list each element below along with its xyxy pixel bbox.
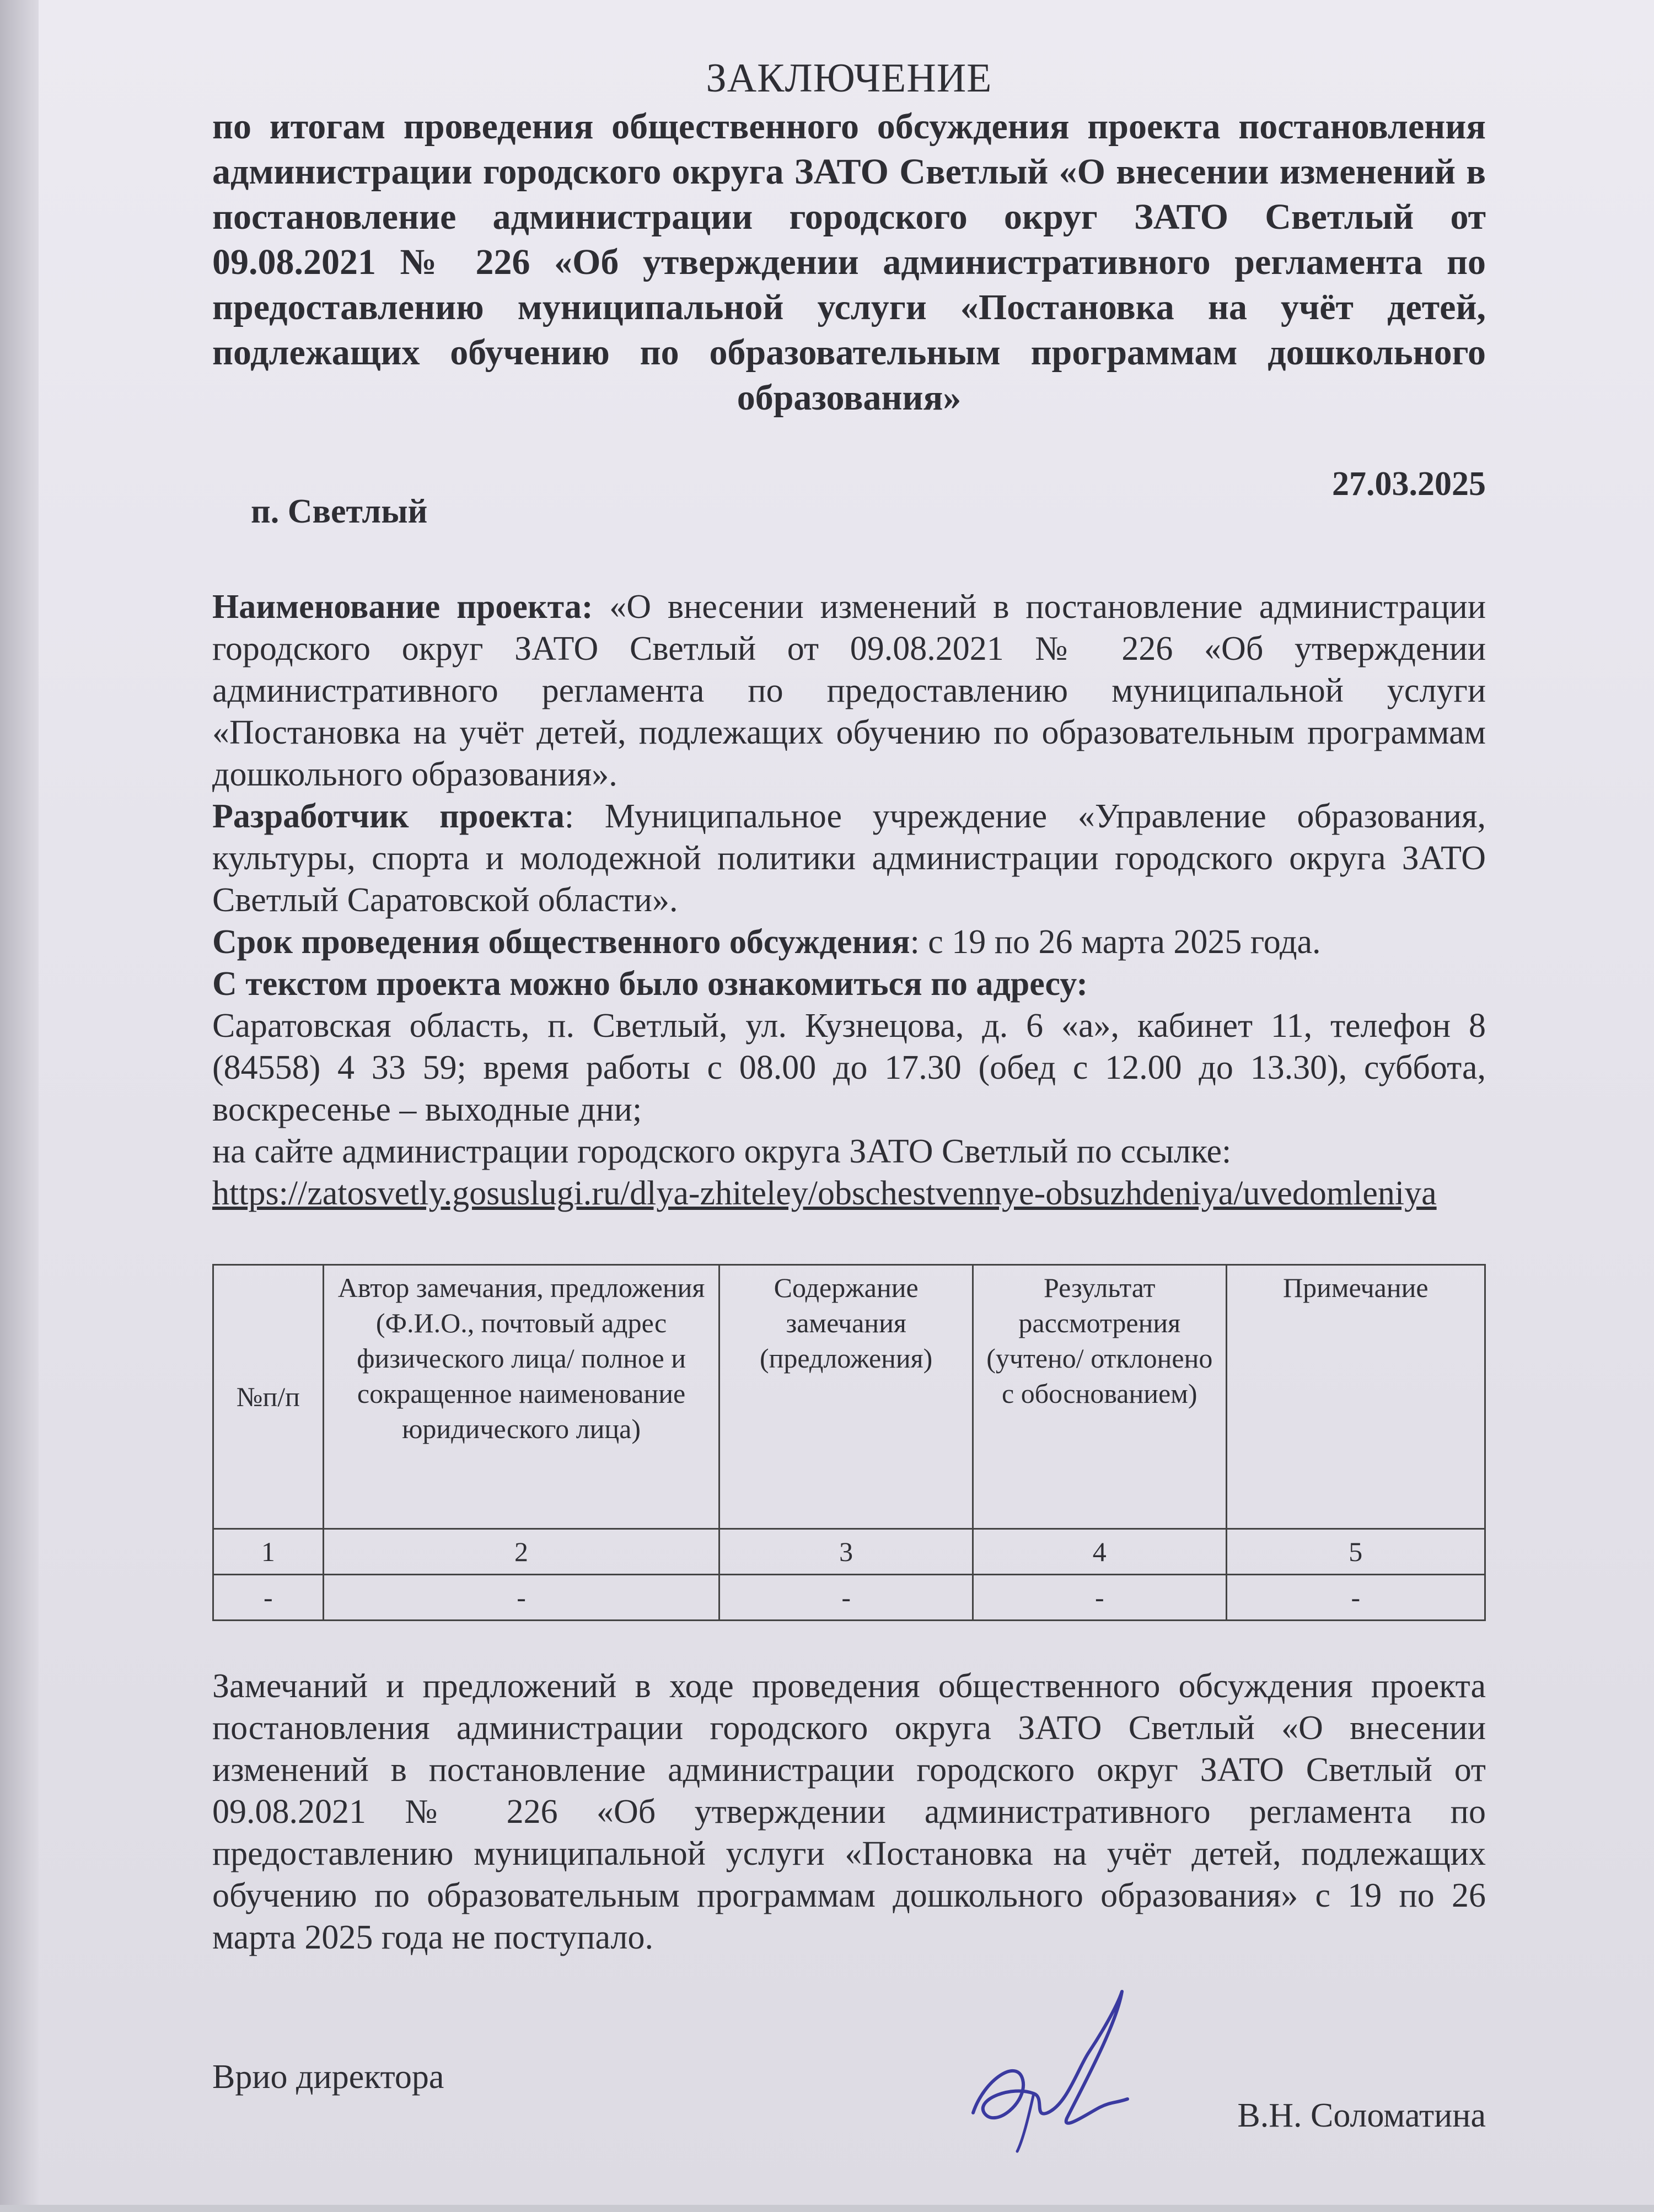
header-author: Автор замечания, предложения (Ф.И.О., почтовый адрес физического лица/ полное и сокращенное наименование юридического лица) bbox=[323, 1265, 719, 1529]
table-cell: 3 bbox=[719, 1529, 973, 1575]
project-details bbox=[212, 586, 1486, 1214]
signer-name: В.Н. Соломатина bbox=[1237, 2097, 1486, 2134]
table-row bbox=[213, 1575, 1485, 1621]
period-label: Срок проведения общественного обсуждения bbox=[212, 923, 910, 961]
header-result: Результат рассмотрения (учтено/ отклонено с обоснованием) bbox=[973, 1265, 1226, 1529]
period-paragraph bbox=[212, 921, 1486, 963]
document-subtitle: по итогам проведения общественного обсуждения проекта постановления администрации городского округа ЗАТО Светлый «О внесении изменений в постановление администрации городского округ ЗАТО Светлый от 09.08.2021 № 226 «Об утверждении административного регламента по предоставлению муниципальной услуги «Постановка на учёт детей, подлежащих обучению по образовательным программам дошкольного образования» bbox=[212, 106, 1486, 418]
table-cell: - bbox=[973, 1575, 1226, 1621]
document-date: 27.03.2025 bbox=[1332, 465, 1486, 503]
table-cell: - bbox=[719, 1575, 973, 1621]
header-number: №п/п bbox=[213, 1265, 324, 1529]
table-cell: - bbox=[323, 1575, 719, 1621]
developer-value: : Муниципальное учреждение «Управление образования, культуры, спорта и молодежной политики администрации городского округа ЗАТО Светлый Саратовской области». bbox=[212, 798, 1486, 919]
table-cell: 1 bbox=[213, 1529, 324, 1575]
table-cell: 2 bbox=[323, 1529, 719, 1575]
document-title: ЗАКЛЮЧЕНИЕ bbox=[706, 56, 992, 101]
developer-paragraph bbox=[212, 795, 1486, 921]
table-number-row bbox=[213, 1529, 1485, 1575]
table-cell: - bbox=[1226, 1575, 1485, 1621]
signer-role: Врио директора bbox=[212, 2058, 444, 2096]
header-content: Содержание замечания (предложения) bbox=[719, 1265, 973, 1529]
place: п. Светлый bbox=[251, 493, 428, 530]
handwritten-signature bbox=[951, 1975, 1150, 2157]
table-cell: 5 bbox=[1226, 1529, 1485, 1575]
document-body bbox=[212, 44, 1486, 2212]
project-name-value: «О внесении изменений в постановление администрации городского округ ЗАТО Светлый от 09.08.2021 № 226 «Об утверждении административного регламента по предоставлению муниципальной услуги «Постановка на учёт детей, подлежащих обучению по образовательным программам дошкольного образования». bbox=[212, 588, 1486, 793]
period-value: : с 19 по 26 марта 2025 года. bbox=[910, 923, 1321, 961]
site-link[interactable]: https://zatosvetly.gosuslugi.ru/dlya-zhiteley/obschestvennye-obsuzhdeniya/uvedomleniya bbox=[212, 1175, 1437, 1212]
place-date-row bbox=[212, 465, 1486, 536]
project-name-label: Наименование проекта: bbox=[212, 588, 593, 626]
developer-label: Разработчик проекта bbox=[212, 798, 565, 835]
site-text: на сайте администрации городского округа ЗАТО Светлый по ссылке: bbox=[212, 1133, 1232, 1170]
conclusion-paragraph: Замечаний и предложений в ходе проведения общественного обсуждения проекта постановления администрации городского округа ЗАТО Светлый «О внесении изменений в постановление администрации городского округ ЗАТО Светлый от 09.08.2021 № 226 «Об утверждении административного регламента по предоставлению муниципальной услуги «Постановка на учёт детей, подлежащих обучению по образовательным программам дошкольного образования» с 19 по 26 марта 2025 года не поступало. bbox=[212, 1667, 1486, 1956]
address-label: С текстом проекта можно было ознакомиться по адресу: bbox=[212, 965, 1088, 1003]
project-name-paragraph bbox=[212, 586, 1486, 795]
table-cell: - bbox=[213, 1575, 324, 1621]
header-note: Примечание bbox=[1226, 1265, 1485, 1529]
signature-block bbox=[212, 2036, 1486, 2212]
address-value: Саратовская область, п. Светлый, ул. Кузнецова, д. 6 «а», кабинет 11, телефон 8 (84558) 4 33 59; время работы с 08.00 до 17.30 (обед с 12.00 до 13.30), суббота, воскресенье – выходные дни; bbox=[212, 1007, 1486, 1128]
table-cell: 4 bbox=[973, 1529, 1226, 1575]
comments-table bbox=[212, 1264, 1486, 1621]
table-header-row bbox=[213, 1265, 1485, 1529]
paper-fold-shadow bbox=[0, 0, 39, 2205]
